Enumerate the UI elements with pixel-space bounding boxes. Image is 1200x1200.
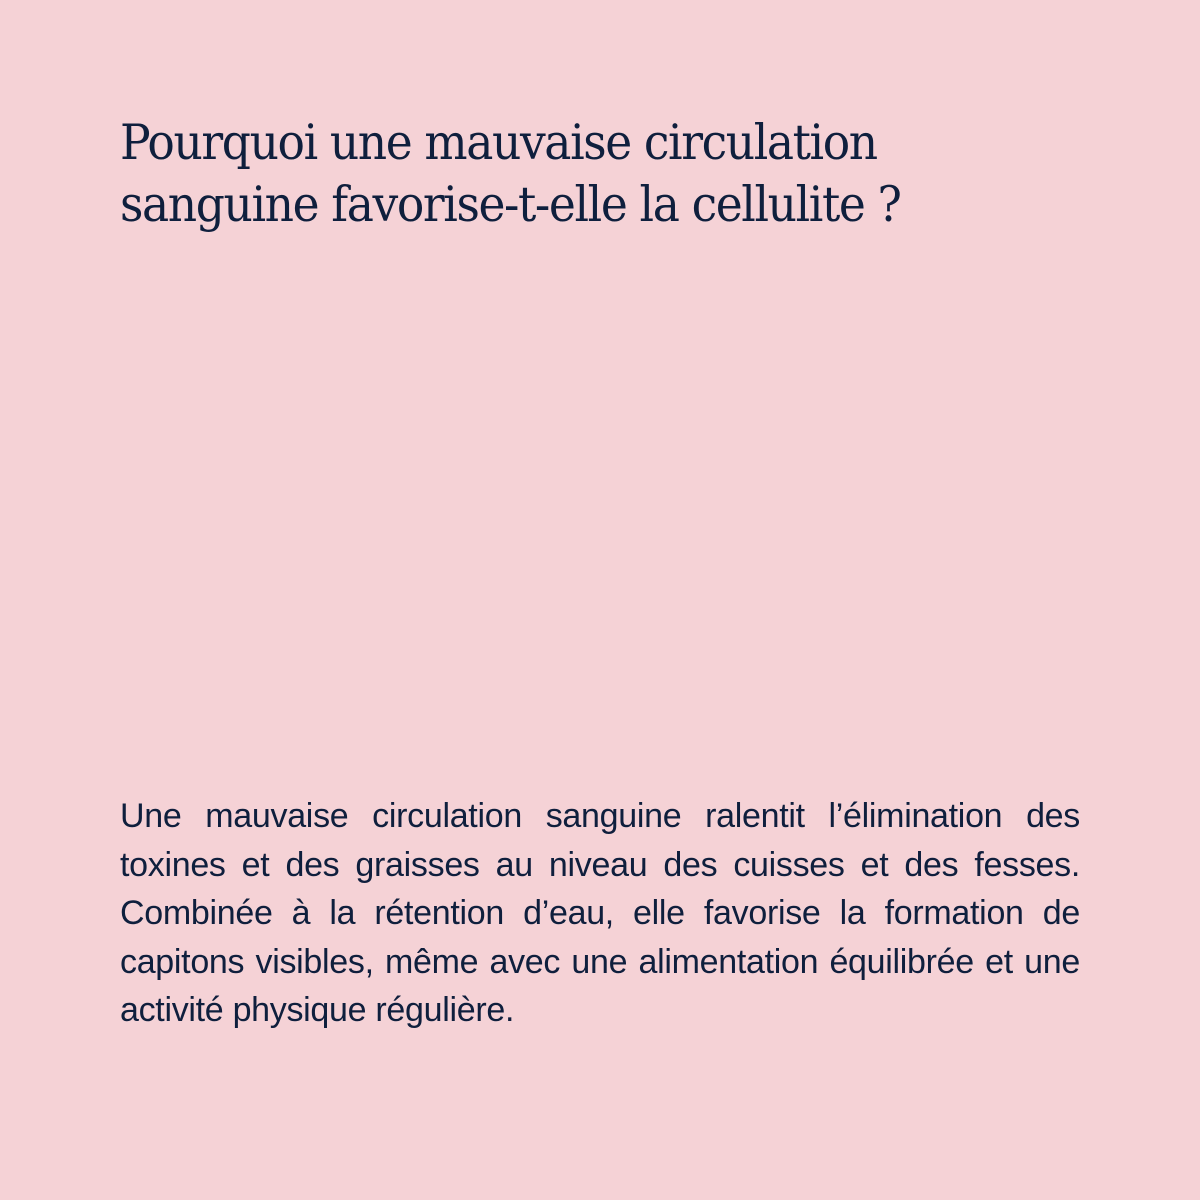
title-line-1: Pourquoi une mauvaise circulation <box>120 114 877 171</box>
page-title <box>120 112 1031 236</box>
body-paragraph: Une mauvaise circulation sanguine ralentit l’élimination des toxines et des graisses au niveau des cuisses et des fesses. Combinée à la rétention d’eau, elle favorise la formation de capitons visibles, même avec une alimentation équilibrée et une activité physique régulière. <box>120 797 1080 1029</box>
title-line-2: sanguine favorise-t-elle la cellulite ? <box>120 176 901 233</box>
